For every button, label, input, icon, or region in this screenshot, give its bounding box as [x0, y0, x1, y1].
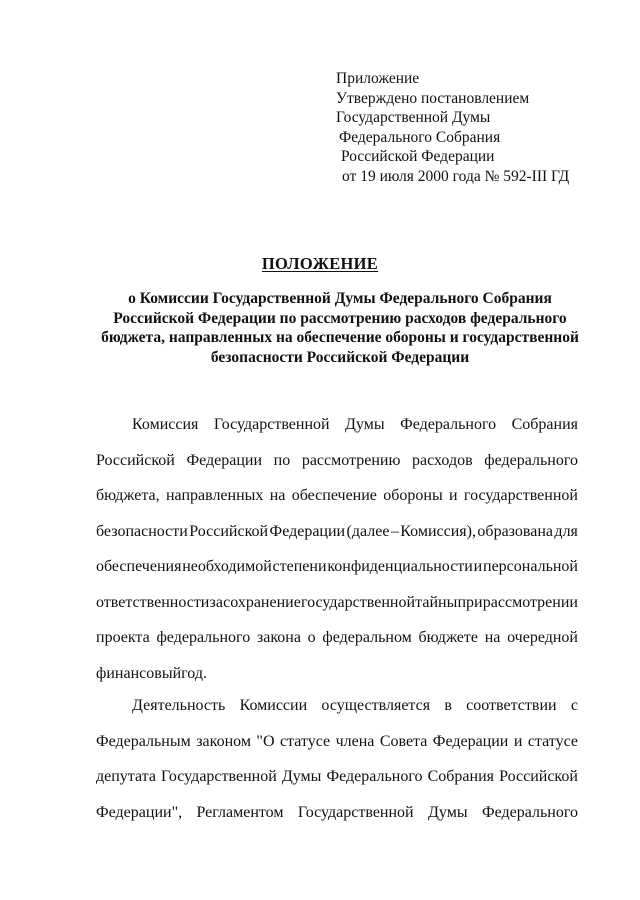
word: и — [473, 558, 483, 575]
word: сохранение — [223, 593, 301, 611]
paragraph-line — [96, 629, 578, 647]
approval-line: Приложение — [336, 70, 420, 87]
paragraph-line — [96, 733, 578, 751]
approval-line: Утверждено постановлением — [336, 89, 530, 107]
word: очередной — [507, 629, 578, 646]
document-subtitle — [100, 289, 580, 367]
subtitle-line: бюджета, направленных на обеспечение обороны и государственной — [101, 329, 579, 346]
word: в — [444, 697, 452, 714]
word: Российской — [499, 768, 578, 785]
word: и — [513, 732, 523, 750]
word: статусе — [527, 732, 578, 750]
word: Государственной — [213, 416, 330, 433]
word: Российской — [189, 522, 269, 540]
paragraph-line — [96, 804, 578, 822]
word: государственной — [300, 593, 415, 611]
word: Думы — [281, 768, 322, 785]
word: Федерации — [186, 451, 263, 469]
word: необходимой — [182, 558, 272, 575]
word: год. — [181, 664, 207, 682]
paragraph-line — [132, 697, 578, 715]
word: обороны — [383, 487, 443, 504]
word: Комиссия — [132, 416, 199, 433]
word: степени — [272, 558, 327, 575]
word: – — [390, 522, 399, 540]
word: бюджета, — [96, 487, 160, 504]
word: на — [269, 487, 286, 504]
word: федеральном — [322, 629, 412, 646]
word: Федеральным — [96, 732, 191, 750]
word: законом — [196, 732, 251, 750]
word: Деятельность — [132, 697, 226, 714]
word: бюджете — [418, 629, 478, 646]
word: Комиссии — [239, 697, 308, 714]
word: Федерации — [432, 732, 509, 750]
word: персональной — [483, 558, 578, 575]
approval-line: Российской Федерации — [341, 148, 495, 166]
paragraph-line — [96, 558, 578, 576]
word: Федерального — [400, 416, 497, 433]
paragraph-line — [96, 594, 578, 612]
word: члена — [335, 732, 375, 750]
word: Федерального — [326, 768, 423, 785]
word: Думы — [428, 803, 468, 821]
word: ответственности — [96, 593, 210, 611]
word: Совета — [379, 732, 428, 750]
word: проекта — [96, 629, 150, 646]
word: Федерации — [269, 522, 346, 540]
word: Собрания — [511, 416, 578, 433]
word: Федерального — [481, 803, 578, 821]
word: Государственной — [297, 803, 414, 821]
word: "О — [256, 732, 275, 750]
word: Регламентом — [196, 803, 284, 821]
word: Думы — [345, 416, 385, 433]
word: с — [570, 697, 578, 714]
word: рассмотрении — [482, 593, 578, 611]
word: осуществляется — [321, 697, 431, 714]
word: образована — [477, 522, 553, 540]
word: на — [484, 629, 501, 646]
word: безопасности — [96, 522, 188, 540]
word: для — [554, 522, 578, 540]
word: рассмотрению — [301, 451, 401, 469]
approval-line: Федерального Собрания — [339, 128, 501, 146]
word: и — [449, 487, 458, 504]
word: расходов — [412, 451, 473, 469]
paragraph-line — [132, 416, 578, 434]
word: депутата — [96, 768, 156, 785]
word: Комиссия), — [400, 522, 476, 540]
word: статусе — [279, 732, 331, 750]
subtitle-line: Российской Федерации по рассмотрению расходов федерального — [113, 309, 567, 327]
paragraph-line — [96, 665, 578, 683]
subtitle-line: безопасности Российской Федерации — [210, 348, 470, 366]
word: государственной — [463, 487, 578, 504]
word: закона — [256, 629, 301, 646]
paragraph-line — [96, 523, 578, 541]
word: обеспечение — [291, 487, 377, 504]
paragraph-line — [96, 452, 578, 470]
word: направленных — [165, 487, 264, 504]
word: федерального — [156, 629, 251, 646]
word: соответствии — [466, 697, 557, 714]
word: Государственной — [161, 768, 277, 785]
word: конфиденциальности — [327, 558, 473, 575]
paragraph-line — [96, 768, 578, 786]
word: о — [307, 629, 316, 646]
word: Федерации", — [96, 803, 183, 821]
approval-line: Государственной Думы — [336, 109, 491, 127]
subtitle-line: о Комиссии Государственной Думы Федерального Собрания — [128, 290, 552, 307]
document-title: ПОЛОЖЕНИЕ — [261, 254, 379, 273]
word: по — [273, 451, 291, 469]
word: финансовый — [96, 664, 182, 682]
word: (далее — [346, 522, 390, 540]
word: тайны — [415, 593, 458, 611]
approval-block — [336, 69, 626, 187]
paragraph-line — [96, 487, 578, 505]
word: обеспечения — [96, 558, 182, 575]
word: Российской — [96, 451, 175, 469]
approval-line: от 19 июля 2000 года № 592-III ГД — [342, 167, 570, 185]
word: за — [209, 593, 223, 611]
word: федерального — [484, 451, 578, 469]
word: при — [457, 593, 483, 611]
word: Собрания — [427, 768, 495, 785]
